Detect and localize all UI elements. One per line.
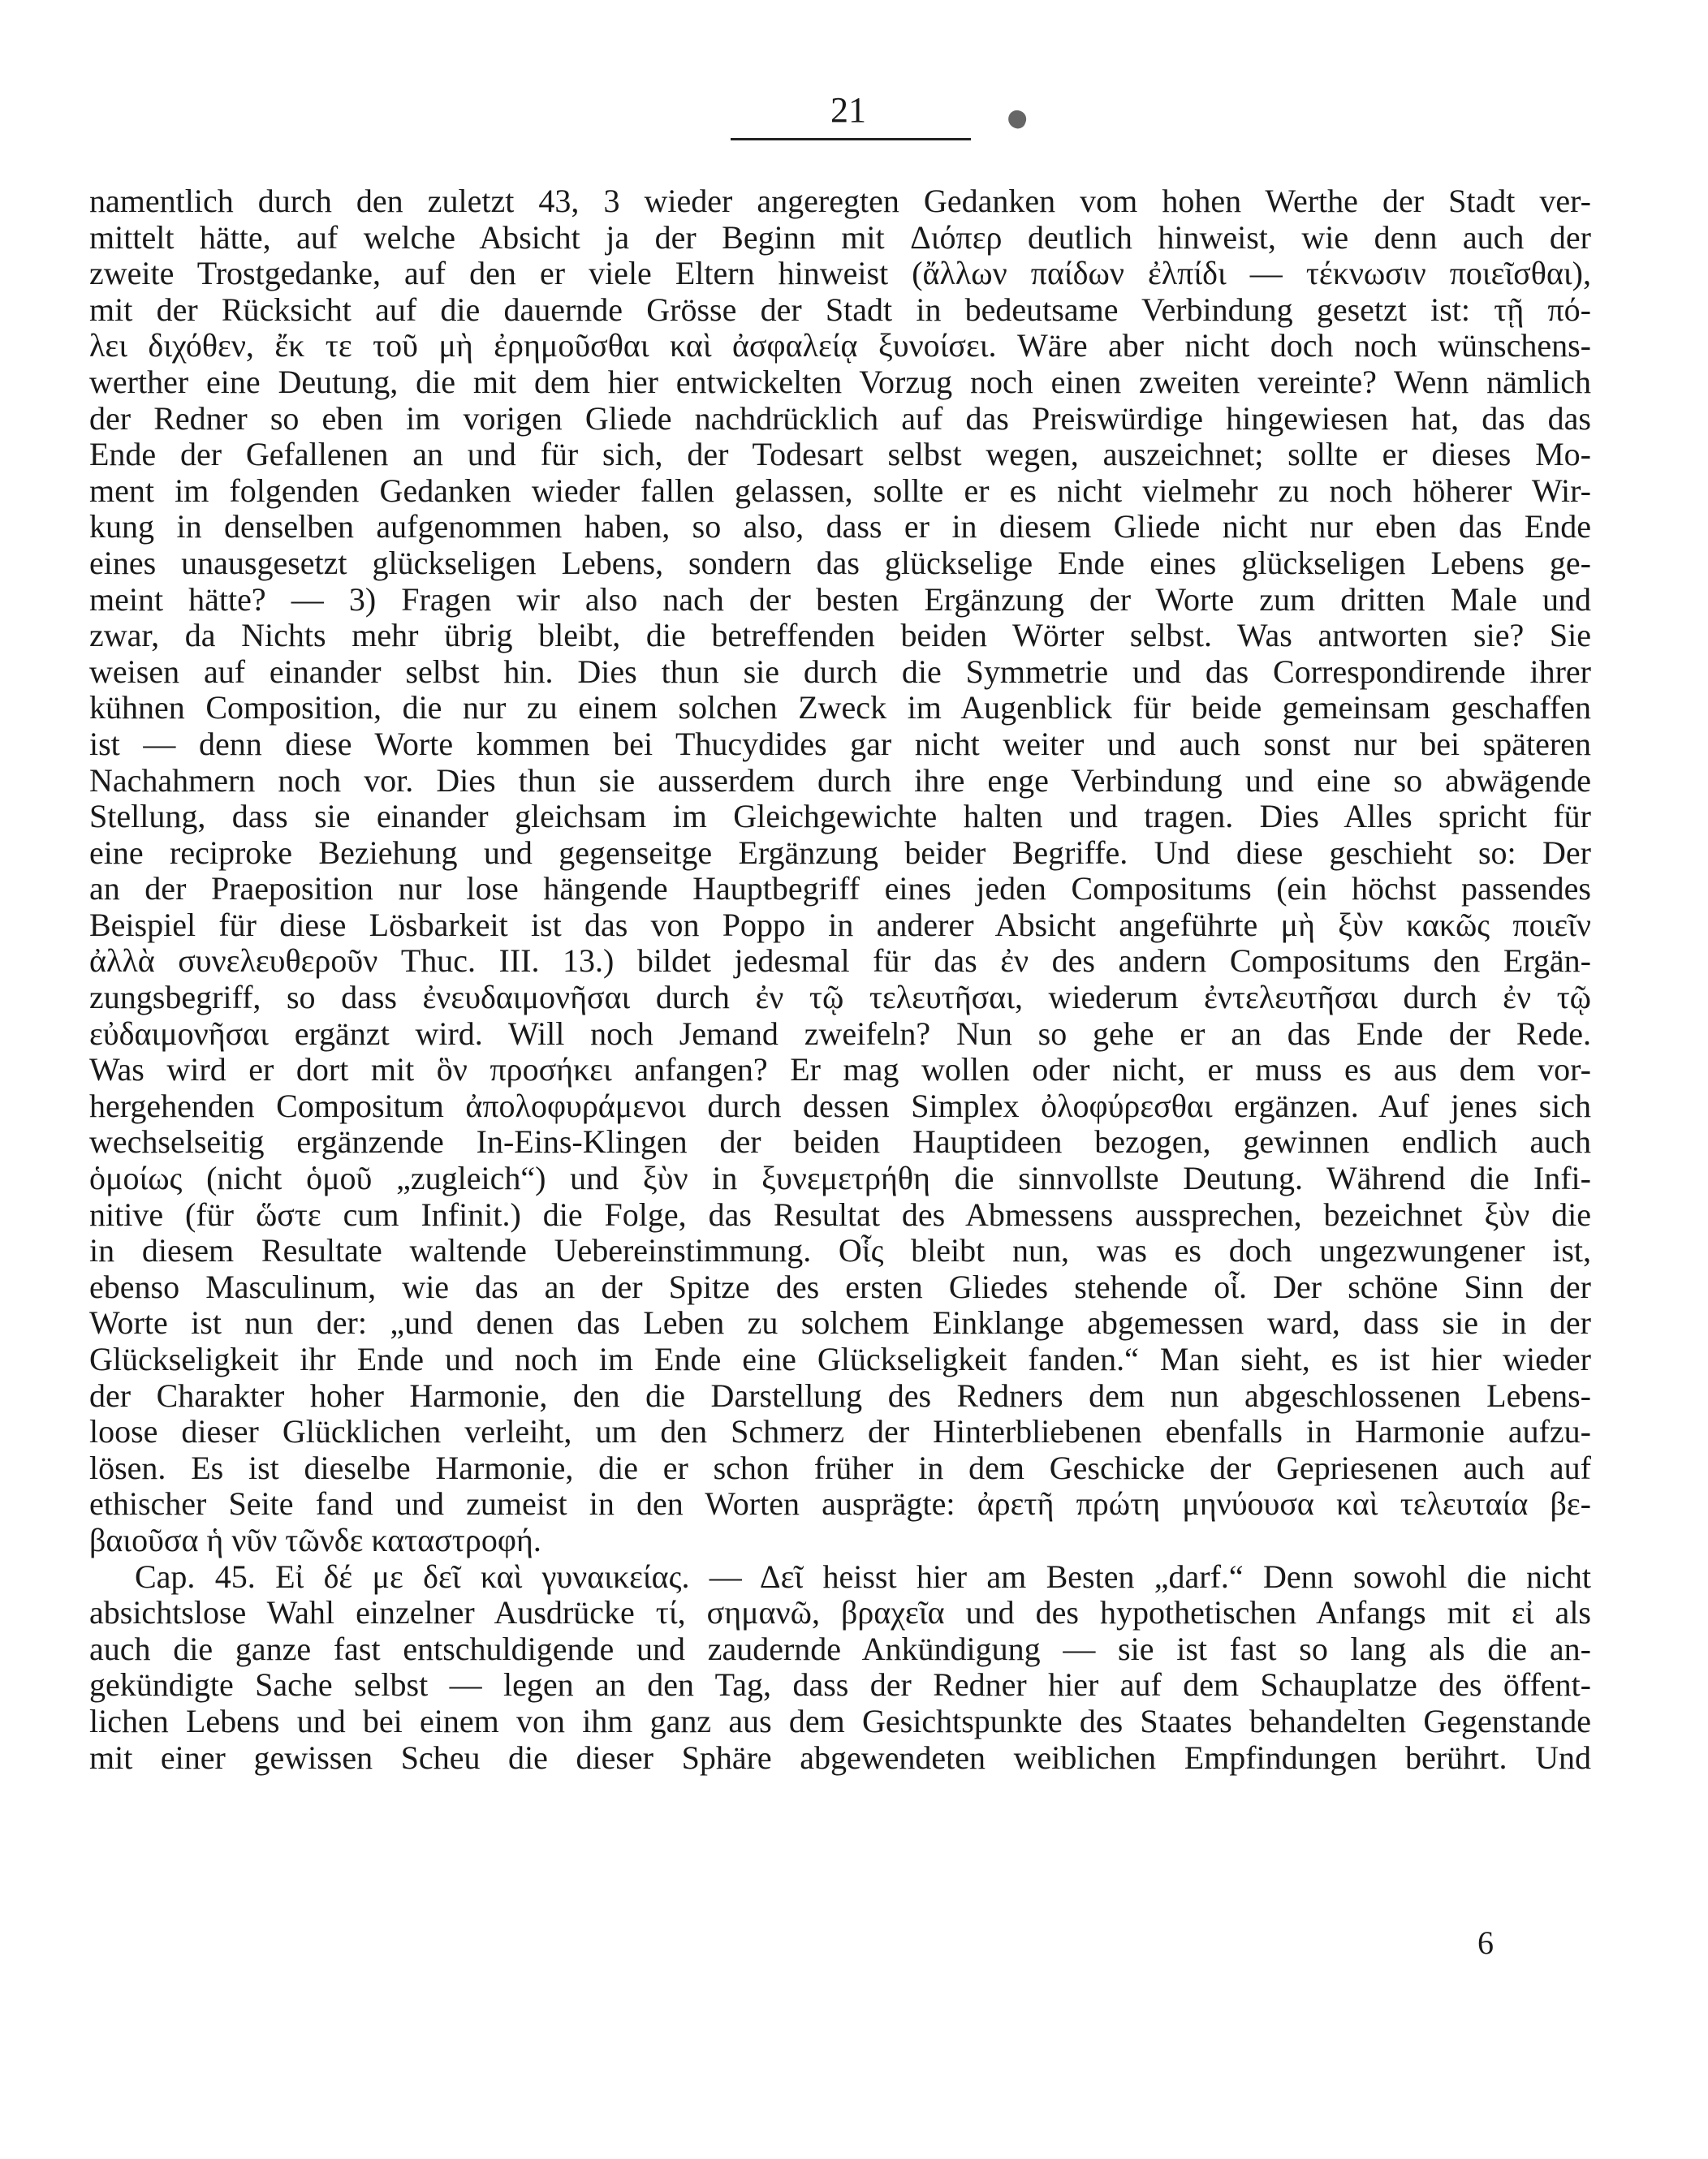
text-line: lichen Lebens und bei einem von ihm ganz aus dem Gesichtspunkte des Staates behandelten Gegenstande xyxy=(89,1702,1591,1739)
text-line: meint hätte? — 3) Fragen wir also nach der besten Ergänzung der Worte zum dritten Male und xyxy=(89,580,1591,618)
text-line: hergehenden Compositum ἀπολοφυράμενοι durch dessen Simplex ὀλοφύρεσθαι ergänzen. Auf jenes sich xyxy=(89,1087,1591,1124)
text-line: Cap. 45. Εἰ δέ με δεῖ καὶ γυναικείας. — Δεῖ heisst hier am Besten „darf.“ Denn sowohl die nicht xyxy=(135,1558,1591,1595)
text-line: weisen auf einander selbst hin. Dies thun sie durch die Symmetrie und das Correspondirende ihrer xyxy=(89,653,1591,690)
text-line: absichtslose Wahl einzelner Ausdrücke τί, σημανῶ, βραχεῖα und des hypothetischen Anfangs mit εἰ als xyxy=(89,1594,1591,1631)
text-line: ὁμοίως (nicht ὁμοῦ „zugleich“) und ξὺν in ξυνεμετρήθη die sinnvollste Deutung. Während die Infi- xyxy=(89,1160,1591,1197)
text-line: mit einer gewissen Scheu die dieser Sphäre abgewendeten weiblichen Empfindungen berührt. Und xyxy=(89,1739,1591,1776)
text-line: mittelt hätte, auf welche Absicht ja der Beginn mit Διόπερ deutlich hinweist, wie denn auch der xyxy=(89,218,1591,256)
text-line: ebenso Masculinum, wie das an der Spitze des ersten Gliedes stehende οἷ. Der schöne Sinn der xyxy=(89,1268,1591,1305)
text-line: ἀλλὰ συνελευθεροῦν Thuc. III. 13.) bildet jedesmal für das ἐν des andern Compositums den Ergän- xyxy=(89,942,1591,980)
text-line: ment im folgenden Gedanken wieder fallen gelassen, sollte er es nicht vielmehr zu noch höherer Wir- xyxy=(89,472,1591,509)
text-line: λει διχόθεν, ἔκ τε τοῦ μὴ ἐρημοῦσθαι καὶ ἀσφαλείᾳ ξυνοίσει. Wäre aber nicht doch noch wünschens- xyxy=(89,327,1591,364)
header-rule xyxy=(731,138,971,140)
text-line: in diesem Resultate waltende Uebereinstimmung. Οἷς bleibt nun, was es doch ungezwungener ist, xyxy=(89,1232,1591,1269)
text-line: Was wird er dort mit ὃν προσήκει anfangen? Er mag wollen oder nicht, er muss es aus dem vor- xyxy=(89,1051,1591,1088)
text-line: der Redner so eben im vorigen Gliede nachdrücklich auf das Preiswürdige hingewiesen hat, das das xyxy=(89,399,1591,437)
text-line: zungsbegriff, so dass ἐνευδαιμονῆσαι durch ἐν τῷ τελευτῆσαι, wiederum ἐντελευτῆσαι durch ἐν τῷ xyxy=(89,979,1591,1016)
text-line: ethischer Seite fand und zumeist in den Worten ausprägte: ἀρετῆ πρώτη μηνύουσα καὶ τελευταία βε- xyxy=(89,1485,1591,1523)
text-line: wechselseitig ergänzende In-Eins-Klingen der beiden Hauptideen bezogen, gewinnen endlich auch xyxy=(89,1123,1591,1161)
text-line: Worte ist nun der: „und denen das Leben zu solchem Einklange abgemessen ward, dass sie in der xyxy=(89,1304,1591,1342)
text-line: kühnen Composition, die nur zu einem solchen Zweck im Augenblick für beide gemeinsam geschaffen xyxy=(89,689,1591,726)
text-line: zweite Trostgedanke, auf den er viele Eltern hinweist (ἄλλων παίδων ἐλπίδι — τέκνωσιν ποιεῖσθαι), xyxy=(89,255,1591,292)
text-line: mit der Rücksicht auf die dauernde Grösse der Stadt in bedeutsame Verbindung gesetzt ist: τῇ πό- xyxy=(89,291,1591,328)
body-text xyxy=(89,183,1591,1776)
signature-mark: 6 xyxy=(1477,1924,1494,1961)
text-line: εὐδαιμονῆσαι ergänzt wird. Will noch Jemand zweifeln? Nun so gehe er an das Ende der Rede. xyxy=(89,1015,1591,1052)
text-line: der Charakter hoher Harmonie, den die Darstellung des Redners dem nun abgeschlossenen Lebens- xyxy=(89,1377,1591,1414)
text-line: Nachahmern noch vor. Dies thun sie ausserdem durch ihre enge Verbindung und eine so abwägende xyxy=(89,761,1591,799)
text-line: zwar, da Nichts mehr übrig bleibt, die betreffenden beiden Wörter selbst. Was antworten sie? Sie xyxy=(89,617,1591,654)
text-line: Beispiel für diese Lösbarkeit ist das von Poppo in anderer Absicht angeführte μὴ ξὺν κακῶς ποιεῖν xyxy=(89,906,1591,943)
page-header xyxy=(727,89,970,131)
text-line: auch die ganze fast entschuldigende und zaudernde Ankündigung — sie ist fast so lang als die an- xyxy=(89,1630,1591,1667)
text-line: werther eine Deutung, die mit dem hier entwickelten Vorzug noch einen zweiten vereinte? Wenn nämlich xyxy=(89,363,1591,400)
text-line: an der Praeposition nur lose hängende Hauptbegriff eines jeden Compositums (ein höchst passendes xyxy=(89,870,1591,907)
text-line: gekündigte Sache selbst — legen an den Tag, dass der Redner hier auf dem Schauplatze des öffent- xyxy=(89,1666,1591,1704)
text-line: Ende der Gefallenen an und für sich, der Todesart selbst wegen, auszeichnet; sollte er dieses Mo- xyxy=(89,436,1591,473)
text-line: eine reciproke Beziehung und gegenseitge Ergänzung beider Begriffe. Und diese geschieht so: Der xyxy=(89,834,1591,871)
text-line: nitive (für ὥστε cum Infinit.) die Folge, das Resultat des Abmessens aussprechen, bezeichnet ξὺν die xyxy=(89,1196,1591,1233)
text-line: namentlich durch den zuletzt 43, 3 wieder angeregten Gedanken vom hohen Werthe der Stadt ver- xyxy=(89,183,1591,219)
text-line: Glückseligkeit ihr Ende und noch im Ende eine Glückseligkeit fanden.“ Man sieht, es ist hier wieder xyxy=(89,1341,1591,1377)
text-line: eines unausgesetzt glückseligen Lebens, sondern das glückselige Ende eines glückseligen Lebens ge- xyxy=(89,544,1591,581)
text-line: βαιοῦσα ἡ νῦν τῶνδε καταστροφή. xyxy=(89,1521,541,1558)
text-line: lösen. Es ist dieselbe Harmonie, die er schon früher in dem Geschicke der Gepriesenen auch auf xyxy=(89,1449,1591,1486)
text-line: loose dieser Glücklichen verleiht, um den Schmerz der Hinterbliebenen ebenfalls in Harmonie aufzu- xyxy=(89,1413,1591,1450)
text-line: kung in denselben aufgenommen haben, so also, dass er in diesem Gliede nicht nur eben das Ende xyxy=(89,508,1591,545)
page-number: 21 xyxy=(830,90,866,130)
ink-blot-mark xyxy=(1006,108,1029,131)
text-line: ist — denn diese Worte kommen bei Thucydides gar nicht weiter und auch sonst nur bei späteren xyxy=(89,725,1591,762)
text-line: Stellung, dass sie einander gleichsam im Gleichgewichte halten und tragen. Dies Alles spricht für xyxy=(89,798,1591,835)
